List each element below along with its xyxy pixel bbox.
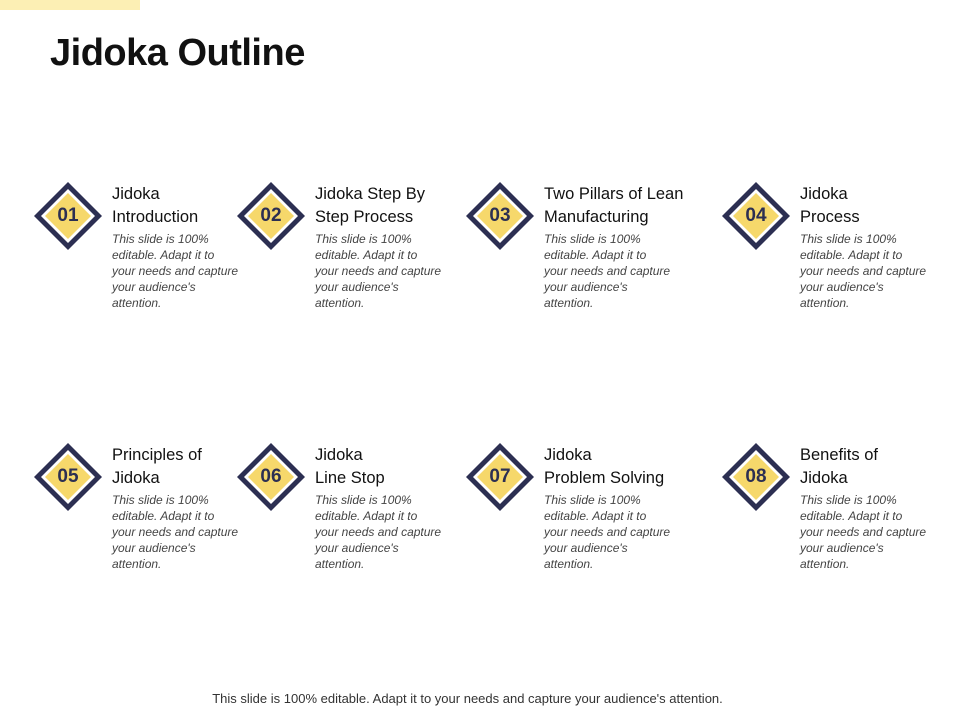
item-description: This slide is 100% editable. Adapt it to your needs and capture your audience's attention. <box>315 493 442 571</box>
number-diamond-icon <box>30 439 106 515</box>
number-diamond-icon <box>30 178 106 254</box>
footer-note: This slide is 100% editable. Adapt it to your needs and capture your audience's attention. <box>212 691 723 706</box>
outline-item-02 <box>233 178 453 318</box>
item-number: 07 <box>489 466 511 487</box>
item-title: Jidoka Process <box>800 185 860 226</box>
outline-item-03 <box>462 178 682 318</box>
item-number: 01 <box>57 205 79 226</box>
item-description: This slide is 100% editable. Adapt it to your needs and capture your audience's attention. <box>800 232 927 310</box>
item-number: 05 <box>57 466 79 487</box>
item-description: This slide is 100% editable. Adapt it to your needs and capture your audience's attention. <box>544 493 671 571</box>
outline-item-06 <box>233 439 453 579</box>
item-title: Jidoka Introduction <box>112 185 199 226</box>
item-number: 08 <box>745 466 767 487</box>
outline-item-08 <box>718 439 938 579</box>
outline-item-01 <box>30 178 250 318</box>
item-description: This slide is 100% editable. Adapt it to your needs and capture your audience's attention. <box>800 493 927 571</box>
item-title: Benefits of Jidoka <box>800 446 878 487</box>
item-number: 06 <box>260 466 282 487</box>
item-description: This slide is 100% editable. Adapt it to your needs and capture your audience's attention. <box>112 493 239 571</box>
number-diamond-icon <box>718 439 794 515</box>
outline-item-04 <box>718 178 938 318</box>
item-title: Principles of Jidoka <box>112 446 202 487</box>
slide-title: Jidoka Outline <box>50 32 305 74</box>
item-title: Jidoka Line Stop <box>315 446 385 487</box>
number-diamond-icon <box>233 178 309 254</box>
outline-item-07 <box>462 439 682 579</box>
number-diamond-icon <box>718 178 794 254</box>
outline-item-05 <box>30 439 250 579</box>
item-number: 02 <box>260 205 282 226</box>
item-description: This slide is 100% editable. Adapt it to your needs and capture your audience's attention. <box>112 232 239 310</box>
item-description: This slide is 100% editable. Adapt it to your needs and capture your audience's attention. <box>315 232 442 310</box>
item-number: 03 <box>489 205 511 226</box>
top-accent-bar <box>0 0 140 10</box>
item-number: 04 <box>745 205 767 226</box>
item-description: This slide is 100% editable. Adapt it to your needs and capture your audience's attention. <box>544 232 671 310</box>
item-title: Two Pillars of Lean Manufacturing <box>544 185 684 226</box>
item-title: Jidoka Problem Solving <box>544 446 665 487</box>
number-diamond-icon <box>233 439 309 515</box>
number-diamond-icon <box>462 439 538 515</box>
number-diamond-icon <box>462 178 538 254</box>
item-title: Jidoka Step By Step Process <box>315 185 426 226</box>
